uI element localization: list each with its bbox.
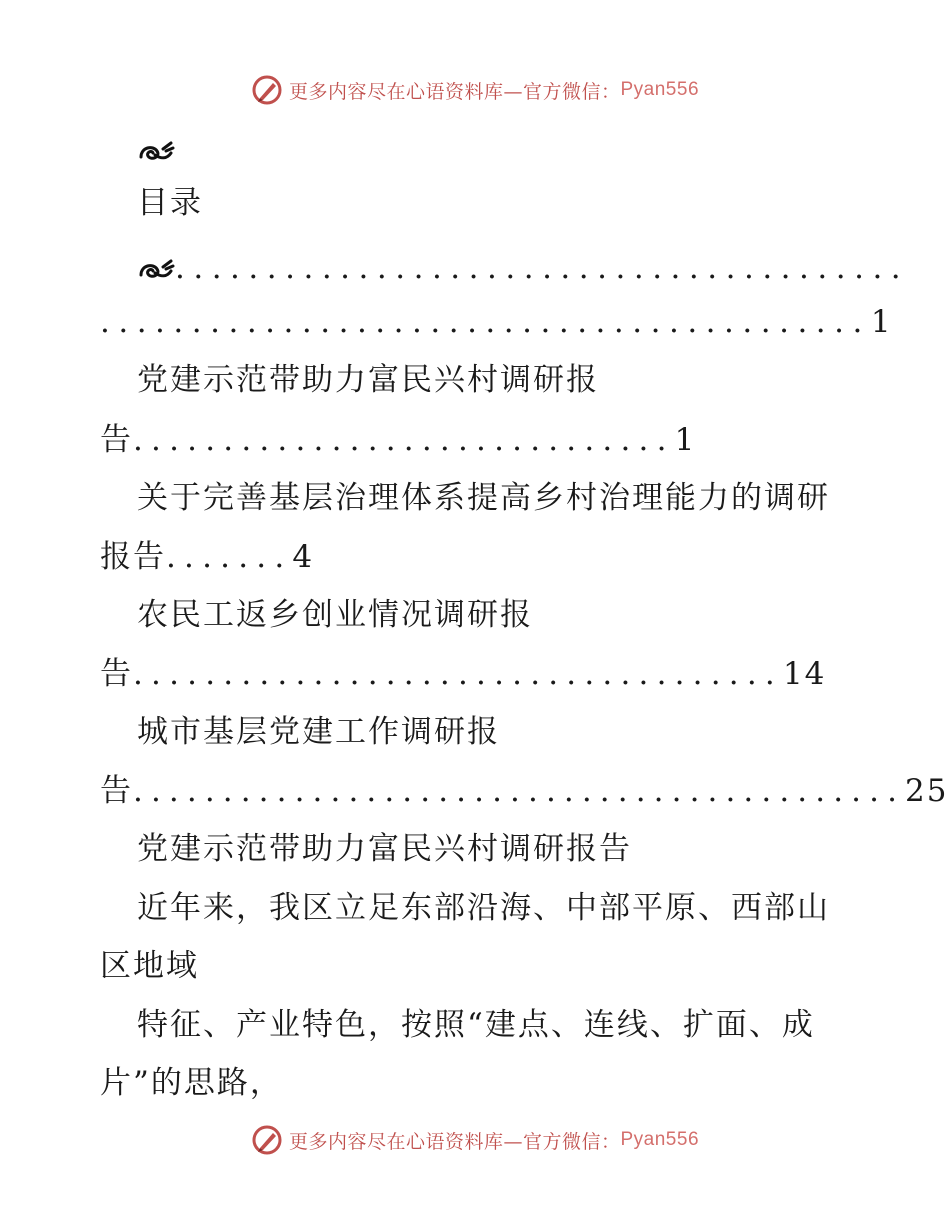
toc-entry-4-line2[interactable] — [100, 771, 948, 811]
banner-wechat-id: Pyan556 — [620, 79, 700, 100]
toc-leader-dots: .................................... — [133, 656, 783, 692]
toc-page-number: 1 — [674, 422, 697, 458]
toc-entry-1-title[interactable]: 党建示范带助力富民兴村调研报 — [137, 362, 599, 398]
toc-page-number: 14 — [782, 656, 827, 692]
toc-page-number: 25 — [905, 773, 949, 809]
fleuron-icon — [137, 139, 175, 165]
toc-entry-3-line2[interactable] — [100, 654, 826, 694]
toc-leader-dots: ........................................ — [175, 250, 910, 286]
toc-leader-dots: ....... — [166, 539, 293, 575]
toc-entry-4-title[interactable]: 城市基层党建工作调研报 — [137, 714, 500, 750]
toc-leader-dots: .............................. — [133, 422, 675, 458]
toc-entry-3-title[interactable]: 农民工返乡创业情况调研报 — [137, 597, 533, 633]
toc-entry-title-end: 告 — [100, 773, 133, 809]
banner-text: 更多内容尽在心语资料库—官方微信： — [288, 80, 621, 103]
paragraph-1-line-1: 近年来，我区立足东部沿海、中部平原、西部山 — [137, 890, 830, 926]
toc-entry-2-title[interactable]: 关于完善基层治理体系提高乡村治理能力的调研 — [137, 480, 830, 516]
toc-entry-title-end: 报告 — [100, 539, 166, 575]
toc-entry-0-line1[interactable] — [137, 248, 909, 288]
banner-text: 更多内容尽在心语资料库—官方微信： — [288, 1130, 621, 1153]
pen-logo-icon — [251, 1124, 283, 1156]
pen-logo-icon — [251, 74, 283, 106]
paragraph-1-line-2: 区地域 — [100, 948, 199, 984]
toc-entry-2-line2[interactable] — [100, 537, 314, 577]
banner-wechat-id: Pyan556 — [620, 1129, 700, 1150]
toc-leader-dots: ........................................... — [133, 773, 906, 809]
paragraph-2-line-1: 特征、产业特色，按照“建点、连线、扩面、成 — [137, 1007, 815, 1043]
toc-entry-title-end: 告 — [100, 656, 133, 692]
toc-title: 目录 — [137, 185, 203, 221]
fleuron-icon — [137, 257, 175, 283]
footer-banner — [0, 1120, 950, 1160]
toc-entry-title-end: 告 — [100, 422, 133, 458]
toc-page-number: 4 — [292, 539, 315, 575]
toc-entry-0-line2[interactable] — [100, 302, 893, 342]
section-heading: 党建示范带助力富民兴村调研报告 — [137, 831, 632, 867]
header-banner — [0, 70, 950, 110]
toc-ornament-top — [137, 130, 175, 170]
toc-leader-dots: .......................................... — [100, 304, 871, 340]
toc-entry-1-line2[interactable] — [100, 420, 696, 460]
paragraph-2-line-2: 片”的思路， — [100, 1065, 283, 1101]
toc-page-number: 1 — [870, 304, 893, 340]
